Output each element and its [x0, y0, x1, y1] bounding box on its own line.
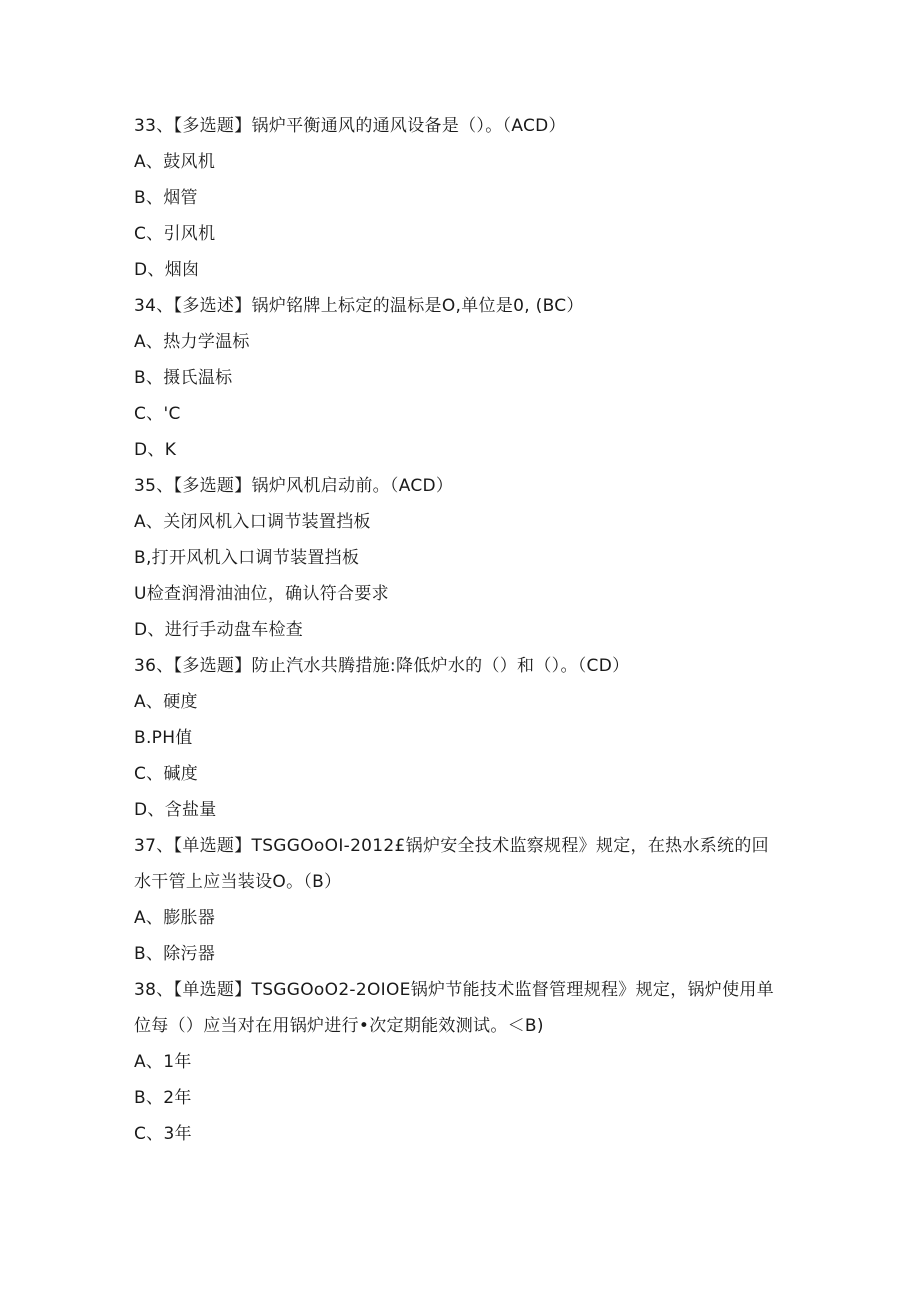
option-a: A、关闭风机入口调节装置挡板 — [134, 512, 371, 532]
option-d: D、烟囱 — [134, 260, 200, 280]
option-d: D、K — [134, 440, 177, 460]
question-34: 34、【多选述】锅炉铭牌上标定的温标是O,单位是0, (BC） — [134, 296, 584, 316]
question-37: 37、【单选题】TSGGOoOI-2012£锅炉安全技术监察规程》规定，在热水系统的回水干管上应当装设O。（B） — [134, 836, 769, 892]
question-35: 35、【多选题】锅炉风机启动前。（ACD） — [134, 476, 454, 496]
option-b: B、除污器 — [134, 944, 216, 964]
option-b: B,打开风机入口调节装置挡板 — [134, 548, 360, 568]
option-d: D、进行手动盘车检查 — [134, 620, 304, 640]
option-a: A、硬度 — [134, 692, 198, 712]
option-c: C、3年 — [134, 1124, 192, 1144]
option-a: A、鼓风机 — [134, 152, 216, 172]
question-33: 33、【多选题】锅炉平衡通风的通风设备是（）。（ACD） — [134, 116, 566, 136]
option-a: A、热力学温标 — [134, 332, 250, 352]
question-38: 38、【单选题】TSGGOoO2-2OIOE锅炉节能技术监督管理规程》规定，锅炉使用单位每（）应当对在用锅炉进行•次定期能效测试。＜B) — [134, 980, 774, 1036]
question-36: 36、【多选题】防止汽水共腾措施:降低炉水的（）和（）。（CD） — [134, 656, 630, 676]
option-a: A、1年 — [134, 1052, 192, 1072]
option-c: U检查润滑油油位，确认符合要求 — [134, 584, 389, 604]
option-c: C、'C — [134, 404, 181, 424]
option-b: B.PH值 — [134, 728, 193, 748]
option-c: C、碱度 — [134, 764, 199, 784]
option-b: B、摄氏温标 — [134, 368, 233, 388]
option-b: B、2年 — [134, 1088, 192, 1108]
option-b: B、烟管 — [134, 188, 198, 208]
option-a: A、膨胀器 — [134, 908, 216, 928]
option-c: C、引风机 — [134, 224, 216, 244]
option-d: D、含盐量 — [134, 800, 217, 820]
